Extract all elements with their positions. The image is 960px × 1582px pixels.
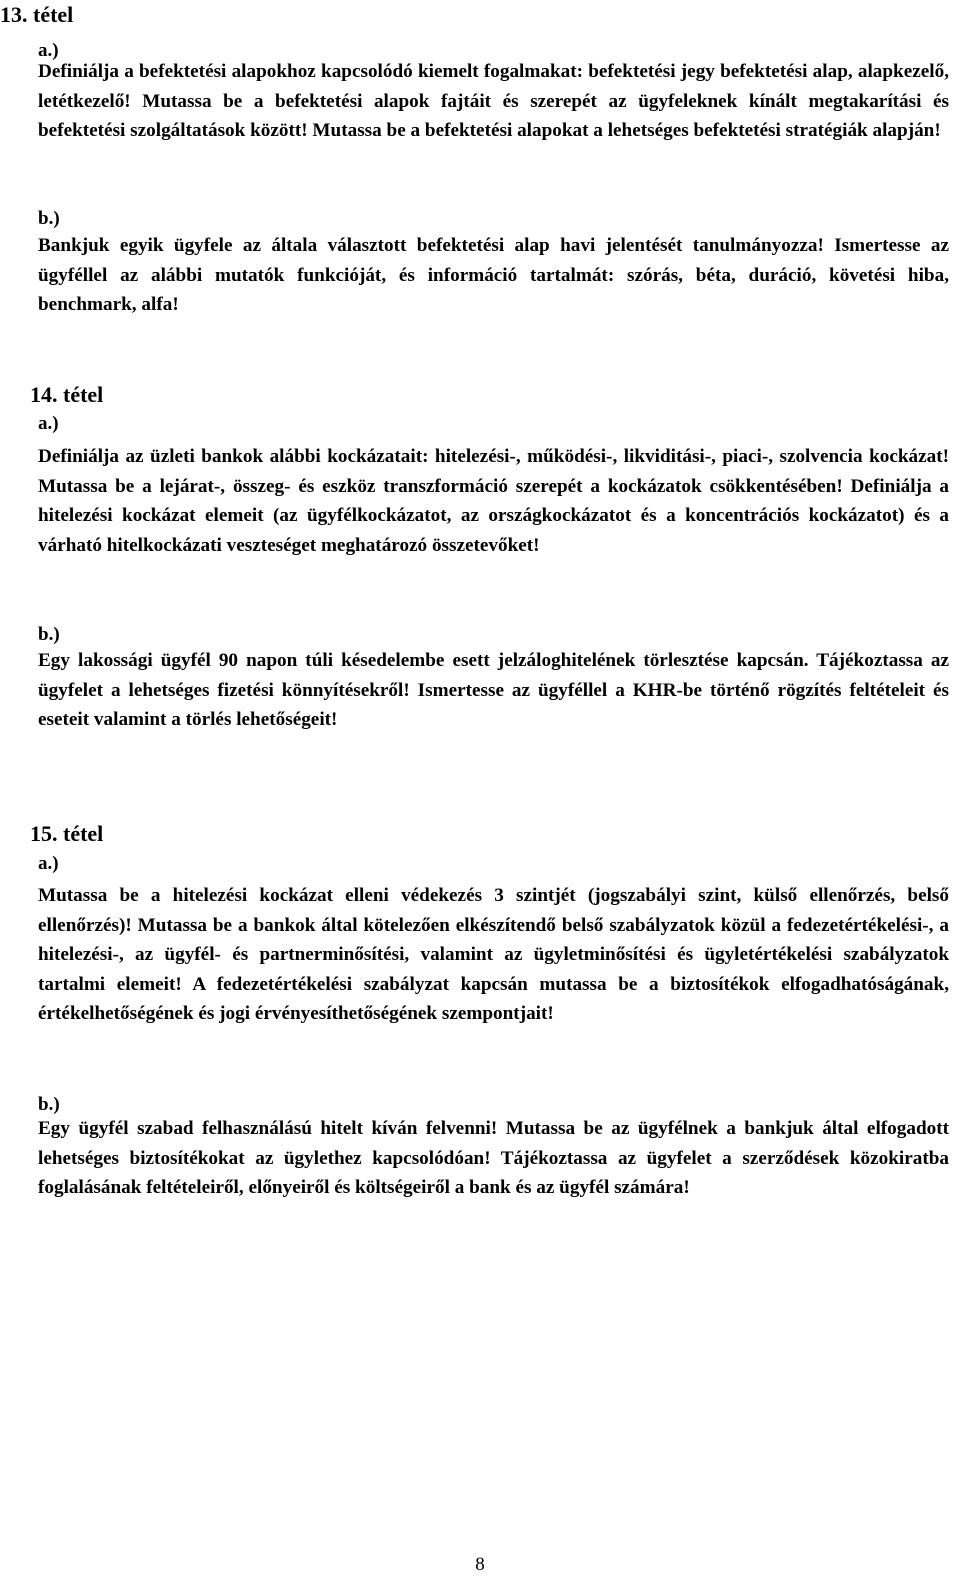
paragraph-13-a: Definiálja a befektetési alapokhoz kapcsolódó kiemelt fogalmakat: befektetési jegy befektetési alap, alapkezelő, letétkezelő! Mutassa be a befektetési alapok fajtáit és szerepét az ügyfeleknek kínált megtakarítási és befektetési szolgáltatások között! Mutassa be a befektetési alapokat a lehetséges befektetési stratégiák alapján! (38, 61, 949, 141)
section-title-13: 13. tétel (0, 2, 74, 27)
paragraph-13-b: Bankjuk egyik ügyfele az általa választott befektetési alap havi jelentését tanulmányozza! Ismertesse az ügyféllel az alábbi mutatók funkcióját, és információ tartalmát: szórás, béta, duráció, követési hiba, benchmark, alfa! (38, 235, 949, 315)
part-label-13-b: b.) (38, 208, 60, 229)
paragraph-14-a: Definiálja az üzleti bankok alábbi kockázatait: hitelezési-, működési-, likviditási-, piaci-, szolvencia kockázat! Mutassa be a lejárat-, összeg- és eszköz transzformáció szerepét a kockázatok csökkentésében! Definiálja a hitelezési kockázat elemeit (az ügyfélkockázatot, az országkockázatot és a koncentrációs kockázatot) és a várható hitelkockázati veszteséget meghatározó összetevőket! (38, 446, 949, 556)
paragraph-15-a: Mutassa be a hitelezési kockázat elleni védekezés 3 szintjét (jogszabályi szint, külső ellenőrzés, belső ellenőrzés)! Mutassa be a bankok által kötelezően elkészítendő belső szabályzatok közül a fedezetértékelési-, a hitelezési-, az ügyfél- és partnerminősítési, valamint az ügyletminősítési és ügyletértékelési szabályzatok tartalmi elemeit! A fedezetértékelési szabályzat kapcsán mutassa be a biztosítékok elfogadhatóságának, értékelhetőségének és jogi érvényesíthetőségének szempontjait! (38, 885, 949, 1024)
part-label-15-a: a.) (38, 853, 59, 874)
page-number: 8 (475, 1554, 485, 1575)
paragraph-15-b: Egy ügyfél szabad felhasználású hitelt kíván felvenni! Mutassa be az ügyfélnek a bankjuk által elfogadott lehetséges biztosítékokat az ügylethez kapcsolódóan! Tájékoztassa az ügyfelet a szerződések közokiratba foglalásának feltételeiről, előnyeiről és költségeiről a bank és az ügyfél számára! (38, 1118, 949, 1198)
section-title-15: 15. tétel (30, 821, 104, 846)
section-title-14: 14. tétel (30, 382, 104, 407)
part-label-15-b: b.) (38, 1094, 60, 1115)
part-label-14-a: a.) (38, 413, 59, 434)
part-label-13-a: a.) (38, 40, 59, 61)
part-label-14-b: b.) (38, 624, 60, 645)
paragraph-14-b: Egy lakossági ügyfél 90 napon túli késedelembe esett jelzáloghitelének törlesztése kapcsán. Tájékoztassa az ügyfelet a lehetséges fizetési könnyítésekről! Ismertesse az ügyféllel a KHR-be történő rögzítés feltételeit és eseteit valamint a törlés lehetőségeit! (38, 650, 949, 730)
